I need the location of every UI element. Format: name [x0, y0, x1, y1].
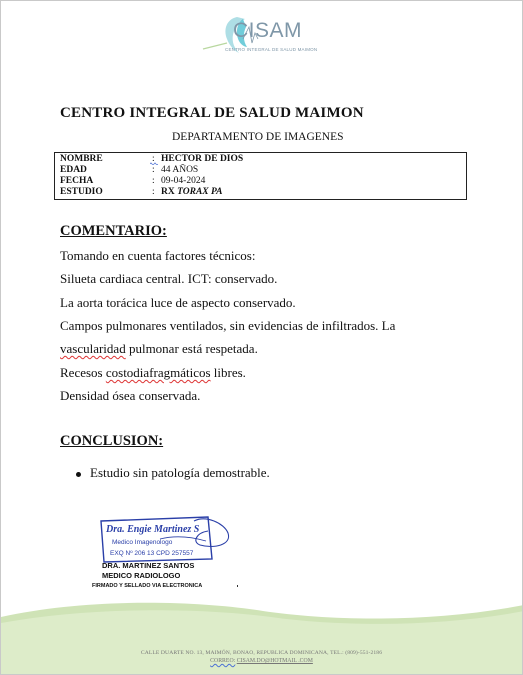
comment-line: Silueta cardiaca central. ICT: conservado. — [60, 271, 278, 286]
svg-text:Dra. Engie Martinez S: Dra. Engie Martinez S — [106, 524, 200, 535]
page-title: CENTRO INTEGRAL DE SALUD MAIMON — [60, 105, 364, 121]
info-value: HECTOR DE DIOS — [161, 154, 244, 164]
comment-line: Recesos costodiafragmáticos libres. — [60, 365, 246, 380]
bullet-icon — [76, 472, 81, 477]
info-separator: : — [152, 187, 155, 197]
signature-note: FIRMADO Y SELLADO VIA ELECTRONICA — [92, 583, 203, 589]
info-label: ESTUDIO — [60, 187, 103, 197]
comment-line: Campos pulmonares ventilados, sin evidencias de infiltrados. La — [60, 318, 396, 333]
logo-name: CISAM — [233, 19, 303, 42]
info-separator: : — [152, 176, 155, 186]
stray-mark — [237, 585, 238, 587]
info-separator: : — [152, 154, 155, 164]
comment-line: vascularidad pulmonar está respetada. — [60, 341, 258, 356]
logo-subtitle: CENTRO INTEGRAL DE SALUD MAIMON — [225, 47, 318, 52]
comment-heading: COMENTARIO: — [60, 223, 167, 239]
signature-stamp — [96, 515, 241, 565]
signer-name: DRA. MARTINEZ SANTOS — [102, 561, 195, 570]
signer-block — [102, 561, 194, 580]
comment-line: Densidad ósea conservada. — [60, 388, 201, 403]
info-value: RX TORAX PA — [161, 187, 223, 197]
info-value: 09-04-2024 — [161, 176, 206, 186]
patient-info-box — [54, 152, 467, 200]
info-label: FECHA — [60, 176, 94, 186]
svg-text:Medico Imagenologo: Medico Imagenologo — [112, 539, 173, 546]
info-separator: : — [152, 165, 155, 175]
info-label: NOMBRE — [60, 154, 103, 164]
svg-text:EXQ Nº 206 13 CPD 257557: EXQ Nº 206 13 CPD 257557 — [110, 550, 194, 557]
department-title: DEPARTAMENTO DE IMAGENES — [172, 131, 344, 143]
conclusion-heading: CONCLUSION: — [60, 433, 164, 449]
comment-line: La aorta torácica luce de aspecto conservado. — [60, 295, 296, 310]
footer-email: CORREO: CISAM.DO@HOTMAIL .COM — [210, 658, 313, 664]
info-value: 44 AÑOS — [161, 165, 199, 175]
conclusion-item: Estudio sin patología demostrable. — [90, 465, 270, 480]
footer-address: CALLE DUARTE NO. 13, MAIMÓN, BONAO, REPUBLICA DOMINICANA, TEL.: (809)-551-2186 — [140, 650, 383, 656]
signer-role: MEDICO RADIOLOGO — [102, 570, 181, 580]
info-label: EDAD — [60, 165, 87, 175]
comment-line: Tomando en cuenta factores técnicos: — [60, 248, 256, 263]
